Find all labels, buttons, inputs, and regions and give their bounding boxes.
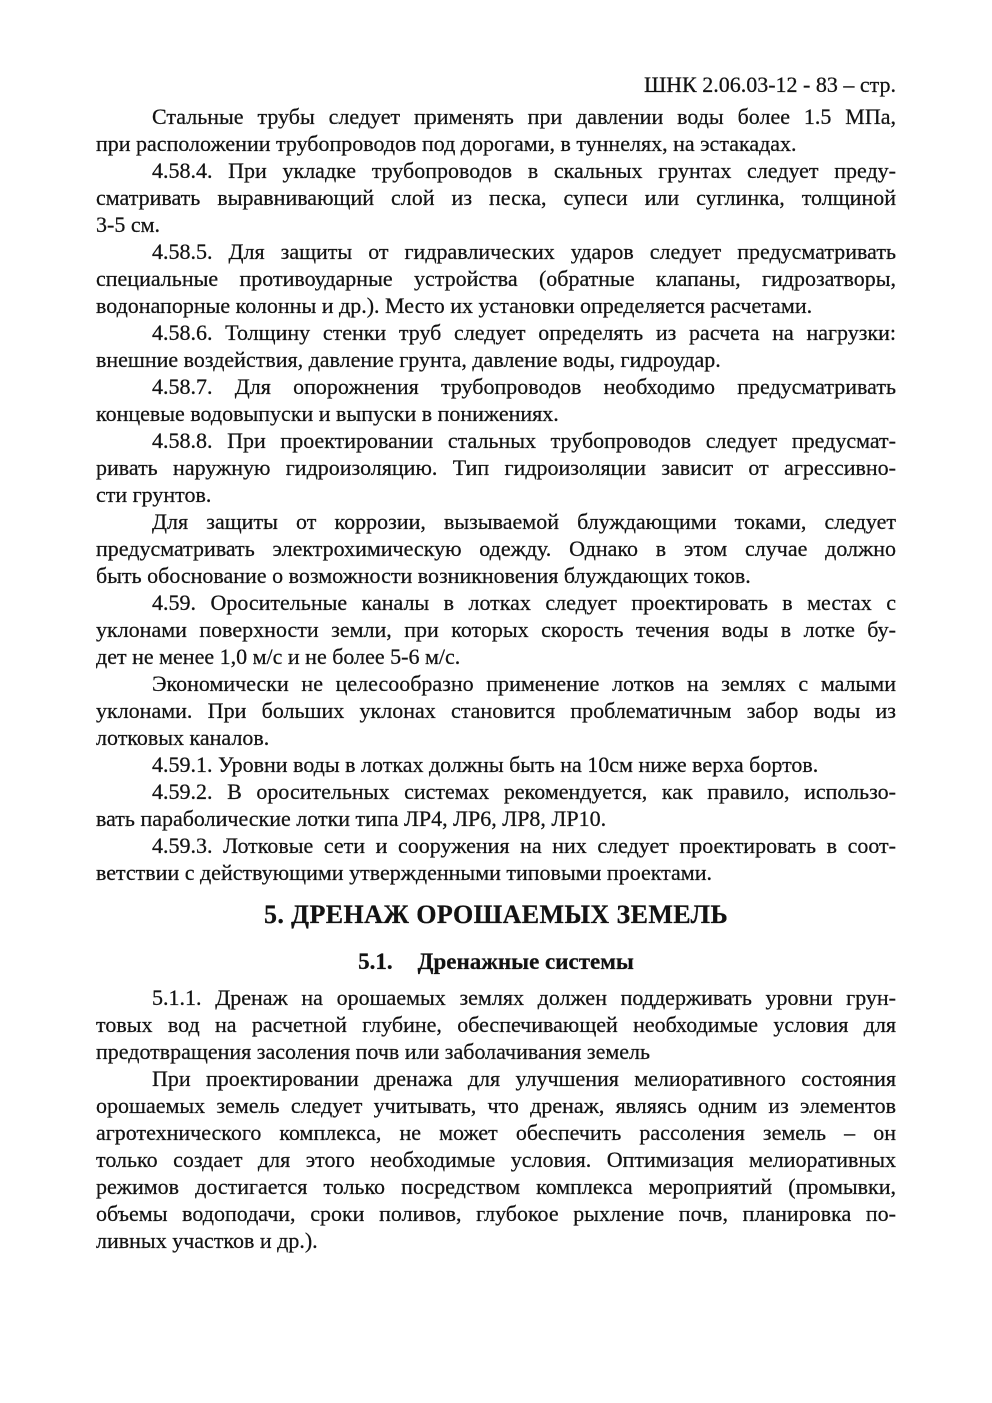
- text-line: режимов достигается только посредством комплекса мероприятий (промывки,: [96, 1174, 896, 1199]
- section-5-paragraphs: [96, 984, 896, 1254]
- text-line: 4.58.7. Для опорожнения трубопроводов необходимо предусматривать: [152, 374, 896, 399]
- section-5-heading: 5. ДРЕНАЖ ОРОШАЕМЫХ ЗЕМЕЛЬ: [263, 900, 729, 929]
- text-line: сматривать выравнивающий слой из песка, супеси или суглинка, толщиной: [96, 185, 896, 210]
- paragraph: [96, 373, 896, 427]
- text-line: товых вод на расчетной глубине, обеспечивающей необходимые условия для: [96, 1012, 896, 1037]
- text-line: 5.1.1. Дренаж на орошаемых землях должен поддерживать уровни грун-: [152, 985, 896, 1010]
- text-line: дет не менее 1,0 м/с и не более 5-6 м/с.: [96, 644, 461, 669]
- text-line: Стальные трубы следует применять при давлении воды более 1.5 МПа,: [152, 104, 896, 129]
- text-line: лотковых каналов.: [96, 725, 270, 750]
- text-line: При проектировании дренажа для улучшения мелиоративного состояния: [152, 1066, 896, 1091]
- text-line: агротехнического комплекса, не может обеспечить рассоления земель – он: [96, 1120, 896, 1145]
- text-line: ривать наружную гидроизоляцию. Тип гидроизоляции зависит от агрессивно-: [96, 455, 896, 480]
- text-line: уклонами поверхности земли, при которых скорость течения воды в лотке бу-: [96, 617, 896, 642]
- subsection-number: 5.1.: [358, 949, 393, 974]
- paragraph: [96, 157, 896, 238]
- text-line: ливных участков и др.).: [96, 1228, 318, 1253]
- text-line: уклонами. При больших уклонах становится проблематичным забор воды из: [96, 698, 896, 723]
- paragraph: [96, 427, 896, 508]
- paragraph: [96, 778, 896, 832]
- paragraph: [96, 319, 896, 373]
- paragraph: [96, 1065, 896, 1254]
- text-line: 3-5 см.: [96, 212, 161, 237]
- document-body: [96, 103, 896, 1254]
- paragraph: [96, 238, 896, 319]
- text-line: вать параболические лотки типа ЛР4, ЛР6, ЛР8, ЛР10.: [96, 806, 607, 831]
- subsection-title: Дренажные системы: [417, 949, 634, 974]
- text-line: концевые водовыпуски и выпуски в понижениях.: [96, 401, 559, 426]
- text-line: Для защиты от коррозии, вызываемой блуждающими токами, следует: [152, 509, 896, 534]
- text-line: Экономически не целесообразно применение лотков на землях с малыми: [152, 671, 896, 696]
- text-line: водонапорные колонны и др.). Место их установки определяется расчетами.: [96, 293, 813, 318]
- text-line: сти грунтов.: [96, 482, 212, 507]
- text-line: 4.59.3. Лотковые сети и сооружения на них следует проектировать в соот-: [152, 833, 896, 858]
- paragraph: [96, 751, 896, 778]
- text-line: ветствии с действующими утвержденными типовыми проектами.: [96, 860, 712, 885]
- paragraph: [96, 508, 896, 589]
- running-header: ШНК 2.06.03-12 - 83 – стр.: [643, 72, 896, 97]
- text-line: быть обоснование о возможности возникновения блуждающих токов.: [96, 563, 751, 588]
- text-line: при расположении трубопроводов под дорогами, в туннелях, на эстакадах.: [96, 131, 797, 156]
- text-line: 4.59. Оросительные каналы в лотках следует проектировать в местах с: [152, 590, 896, 615]
- text-line: объемы водоподачи, сроки поливов, глубокое рыхление почв, планировка по-: [96, 1201, 896, 1226]
- subsection-5-1-heading: [96, 949, 896, 975]
- text-line: орошаемых земель следует учитывать, что дренаж, являясь одним из элементов: [96, 1093, 896, 1118]
- paragraph: [96, 984, 896, 1065]
- text-line: специальные противоударные устройства (обратные клапаны, гидрозатворы,: [96, 266, 896, 291]
- text-line: 4.58.4. При укладке трубопроводов в скальных грунтах следует преду-: [152, 158, 896, 183]
- text-line: предусматривать электрохимическую одежду. Однако в этом случае должно: [96, 536, 896, 561]
- text-line: 4.58.6. Толщину стенки труб следует определять из расчета на нагрузки:: [152, 320, 896, 345]
- text-line: предотвращения засоления почв или заболачивания земель: [96, 1039, 651, 1064]
- text-line: 4.58.5. Для защиты от гидравлических ударов следует предусматривать: [152, 239, 896, 264]
- text-line: только создает для этого необходимые условия. Оптимизация мелиоративных: [96, 1147, 896, 1172]
- paragraph: [96, 832, 896, 886]
- section-4-paragraphs: [96, 103, 896, 886]
- text-line: внешние воздействия, давление грунта, давление воды, гидроудар.: [96, 347, 721, 372]
- paragraph: [96, 589, 896, 670]
- paragraph: [96, 103, 896, 157]
- text-line: 4.58.8. При проектировании стальных трубопроводов следует предусмат-: [152, 428, 896, 453]
- paragraph: [96, 670, 896, 751]
- text-line: 4.59.2. В оросительных системах рекомендуется, как правило, использо-: [152, 779, 896, 804]
- text-line: 4.59.1. Уровни воды в лотках должны быть на 10см ниже верха бортов.: [152, 752, 819, 777]
